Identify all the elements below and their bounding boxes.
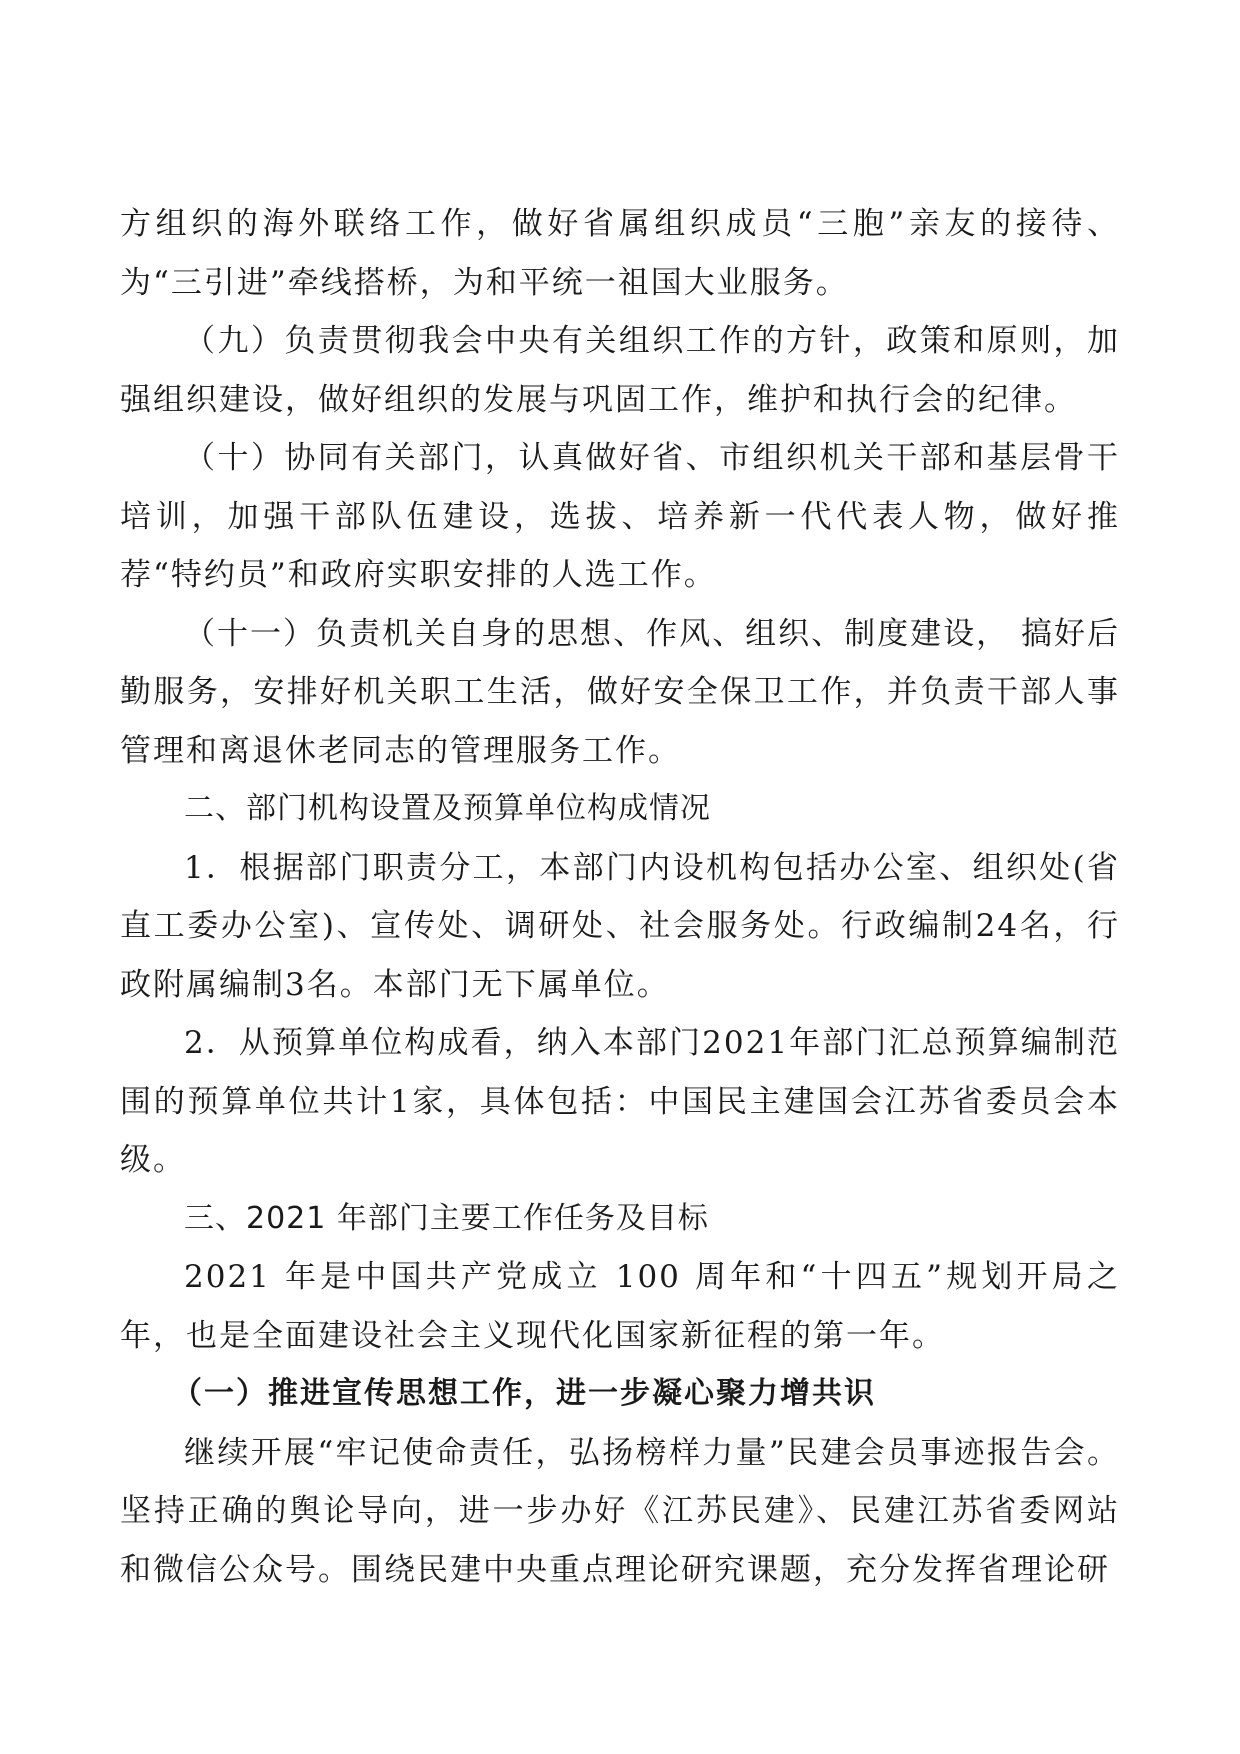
subheading-propaganda: （一）推进宣传思想工作，进一步凝心聚力增共识	[172, 1376, 876, 1411]
paragraph-budget-units: 2．从预算单位构成看，纳入本部门2021年部门汇总预算编制范围的预算单位共计1家，具体包括：中国民主建国会江苏省委员会本级。	[120, 1025, 1120, 1178]
section-heading-two: 二、部门机构设置及预算单位构成情况	[184, 791, 711, 826]
paragraph-2021-intro: 2021 年是中国共产党成立 100 周年和“十四五”规划开局之年，也是全面建设社会主义现代化国家新征程的第一年。	[120, 1259, 1120, 1354]
section-heading-three: 三、2021 年部门主要工作任务及目标	[184, 1200, 709, 1236]
paragraph-item-nine: （九）负责贯彻我会中央有关组织工作的方针，政策和原则，加强组织建设，做好组织的发展与巩固工作，维护和执行会的纪律。	[120, 323, 1120, 418]
paragraph-item-ten: （十）协同有关部门，认真做好省、市组织机关干部和基层骨干培训，加强干部队伍建设，选拔、培养新一代代表人物，做好推荐“特约员”和政府实职安排的人选工作。	[120, 440, 1120, 593]
document-body	[120, 195, 1120, 1599]
paragraph-item-eleven: （十一）负责机关自身的思想、作风、组织、制度建设， 搞好后勤服务，安排好机关职工生活，做好安全保卫工作，并负责干部人事管理和离退休老同志的管理服务工作。	[120, 615, 1120, 769]
paragraph-propaganda-work: 继续开展“牢记使命责任，弘扬榜样力量”民建会员事迹报告会。坚持正确的舆论导向，进一步办好《江苏民建》、民建江苏省委网站和微信公众号。围绕民建中央重点理论研究课题，充分发挥省理论研	[120, 1434, 1120, 1588]
paragraph-overseas-liaison: 方组织的海外联络工作，做好省属组织成员“三胞”亲友的接待、为“三引进”牵线搭桥，为和平统一祖国大业服务。	[120, 206, 1120, 301]
paragraph-internal-structure: 1．根据部门职责分工，本部门内设机构包括办公室、组织处(省直工委办公室)、宣传处、调研处、社会服务处。行政编制24名，行政附属编制3名。本部门无下属单位。	[120, 849, 1120, 1003]
